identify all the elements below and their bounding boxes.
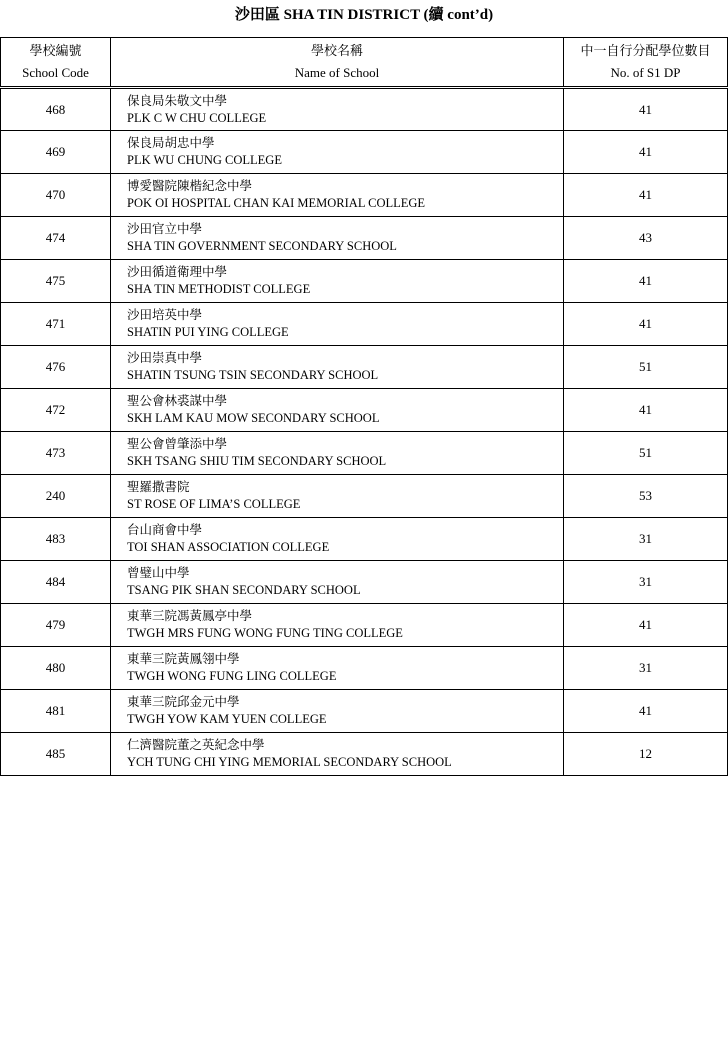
- school-name-en: PLK WU CHUNG COLLEGE: [127, 153, 282, 167]
- s1-dp-count: 41: [564, 690, 728, 733]
- school-name-header: [111, 38, 564, 88]
- school-name-en: SHA TIN GOVERNMENT SECONDARY SCHOOL: [127, 239, 397, 253]
- dp-header: [564, 38, 728, 88]
- school-name-zh: 台山商會中學: [127, 523, 203, 537]
- s1-dp-count: 41: [564, 389, 728, 432]
- school-name: [111, 346, 564, 389]
- s1-dp-count: 41: [564, 604, 728, 647]
- table-row: [1, 346, 728, 389]
- school-name-zh: 曾璧山中學: [127, 566, 190, 580]
- school-code-header: [1, 38, 111, 88]
- school-name: [111, 260, 564, 303]
- school-name-en: TWGH MRS FUNG WONG FUNG TING COLLEGE: [127, 626, 403, 640]
- header-row: [1, 38, 728, 88]
- table-row: [1, 518, 728, 561]
- school-name-zh: 東華三院邱金元中學: [127, 695, 240, 709]
- table-row: [1, 690, 728, 733]
- school-name-en: TOI SHAN ASSOCIATION COLLEGE: [127, 540, 330, 554]
- school-name-zh: 沙田官立中學: [127, 222, 203, 236]
- table-row: [1, 174, 728, 217]
- school-code: 481: [1, 690, 111, 733]
- school-name: [111, 518, 564, 561]
- school-name-zh: 沙田培英中學: [127, 308, 203, 322]
- school-name-zh: 保良局胡忠中學: [127, 136, 215, 150]
- school-code: 479: [1, 604, 111, 647]
- school-name-zh: 仁濟醫院董之英紀念中學: [127, 738, 265, 752]
- table-row: [1, 604, 728, 647]
- school-code: 485: [1, 733, 111, 776]
- school-code: 471: [1, 303, 111, 346]
- school-name-zh: 聖羅撒書院: [127, 480, 190, 494]
- dp-header-zh: 中一自行分配學位數目: [580, 43, 711, 58]
- school-code: 469: [1, 131, 111, 174]
- table-row: [1, 733, 728, 776]
- table-row: [1, 88, 728, 131]
- s1-dp-count: 31: [564, 518, 728, 561]
- school-code: 483: [1, 518, 111, 561]
- school-name-en: POK OI HOSPITAL CHAN KAI MEMORIAL COLLEGE: [127, 196, 426, 210]
- table-row: [1, 647, 728, 690]
- s1-dp-count: 12: [564, 733, 728, 776]
- school-name: [111, 690, 564, 733]
- school-code-header-zh: 學校編號: [29, 43, 82, 58]
- school-name-zh: 東華三院黃鳳翎中學: [127, 652, 240, 666]
- school-code-header-en: School Code: [22, 65, 89, 80]
- s1-dp-count: 41: [564, 260, 728, 303]
- school-code: 468: [1, 88, 111, 131]
- table-row: [1, 432, 728, 475]
- school-name: [111, 432, 564, 475]
- school-name-en: TWGH YOW KAM YUEN COLLEGE: [127, 712, 327, 726]
- school-name-en: SKH TSANG SHIU TIM SECONDARY SCHOOL: [127, 454, 387, 468]
- s1-dp-count: 43: [564, 217, 728, 260]
- school-name-en: SHATIN TSUNG TSIN SECONDARY SCHOOL: [127, 368, 379, 382]
- dp-header-en: No. of S1 DP: [610, 65, 681, 80]
- school-code: 473: [1, 432, 111, 475]
- s1-dp-count: 51: [564, 432, 728, 475]
- s1-dp-count: 41: [564, 174, 728, 217]
- s1-dp-count: 53: [564, 475, 728, 518]
- school-name-en: SHATIN PUI YING COLLEGE: [127, 325, 289, 339]
- school-name-zh: 沙田循道衛理中學: [127, 265, 228, 279]
- table-row: [1, 389, 728, 432]
- table-row: [1, 303, 728, 346]
- table-row: [1, 260, 728, 303]
- table-row: [1, 561, 728, 604]
- school-name: [111, 389, 564, 432]
- school-name-zh: 東華三院馮黃鳳亭中學: [127, 609, 253, 623]
- s1-dp-count: 31: [564, 561, 728, 604]
- school-code: 470: [1, 174, 111, 217]
- school-code: 475: [1, 260, 111, 303]
- s1-dp-count: 51: [564, 346, 728, 389]
- school-name-en: SHA TIN METHODIST COLLEGE: [127, 282, 311, 296]
- s1-dp-count: 41: [564, 88, 728, 131]
- school-name: [111, 174, 564, 217]
- school-name: [111, 604, 564, 647]
- school-name-zh: 博愛醫院陳楷紀念中學: [127, 179, 253, 193]
- school-name-zh: 保良局朱敬文中學: [127, 93, 228, 108]
- table-body: [1, 88, 728, 776]
- school-name: [111, 303, 564, 346]
- s1-dp-count: 31: [564, 647, 728, 690]
- s1-dp-count: 41: [564, 303, 728, 346]
- school-name-en: TSANG PIK SHAN SECONDARY SCHOOL: [127, 583, 361, 597]
- school-name-zh: 聖公會林裘謀中學: [127, 394, 228, 408]
- school-name-en: SKH LAM KAU MOW SECONDARY SCHOOL: [127, 411, 380, 425]
- school-code: 480: [1, 647, 111, 690]
- school-name-en: ST ROSE OF LIMA’S COLLEGE: [127, 497, 301, 511]
- school-name: [111, 561, 564, 604]
- school-name-header-zh: 學校名稱: [310, 43, 363, 58]
- school-name-header-en: Name of School: [294, 65, 380, 80]
- table-row: [1, 217, 728, 260]
- table-header: [1, 38, 728, 88]
- school-name: [111, 88, 564, 131]
- table-row: [1, 475, 728, 518]
- school-name-en: TWGH WONG FUNG LING COLLEGE: [127, 669, 337, 683]
- school-name-en: YCH TUNG CHI YING MEMORIAL SECONDARY SCHOOL: [127, 755, 452, 769]
- school-name-zh: 聖公會曾肇添中學: [127, 437, 228, 451]
- school-code: 472: [1, 389, 111, 432]
- s1-dp-count: 41: [564, 131, 728, 174]
- school-table: [0, 37, 728, 776]
- school-name: [111, 475, 564, 518]
- school-code: 476: [1, 346, 111, 389]
- school-name-en: PLK C W CHU COLLEGE: [127, 110, 267, 125]
- school-name-zh: 沙田崇真中學: [127, 351, 203, 365]
- table-row: [1, 131, 728, 174]
- school-name: [111, 647, 564, 690]
- school-name: [111, 217, 564, 260]
- school-code: 484: [1, 561, 111, 604]
- school-name: [111, 733, 564, 776]
- page-title: 沙田區 SHA TIN DISTRICT (續 cont’d): [234, 7, 494, 23]
- school-name: [111, 131, 564, 174]
- school-code: 474: [1, 217, 111, 260]
- school-code: 240: [1, 475, 111, 518]
